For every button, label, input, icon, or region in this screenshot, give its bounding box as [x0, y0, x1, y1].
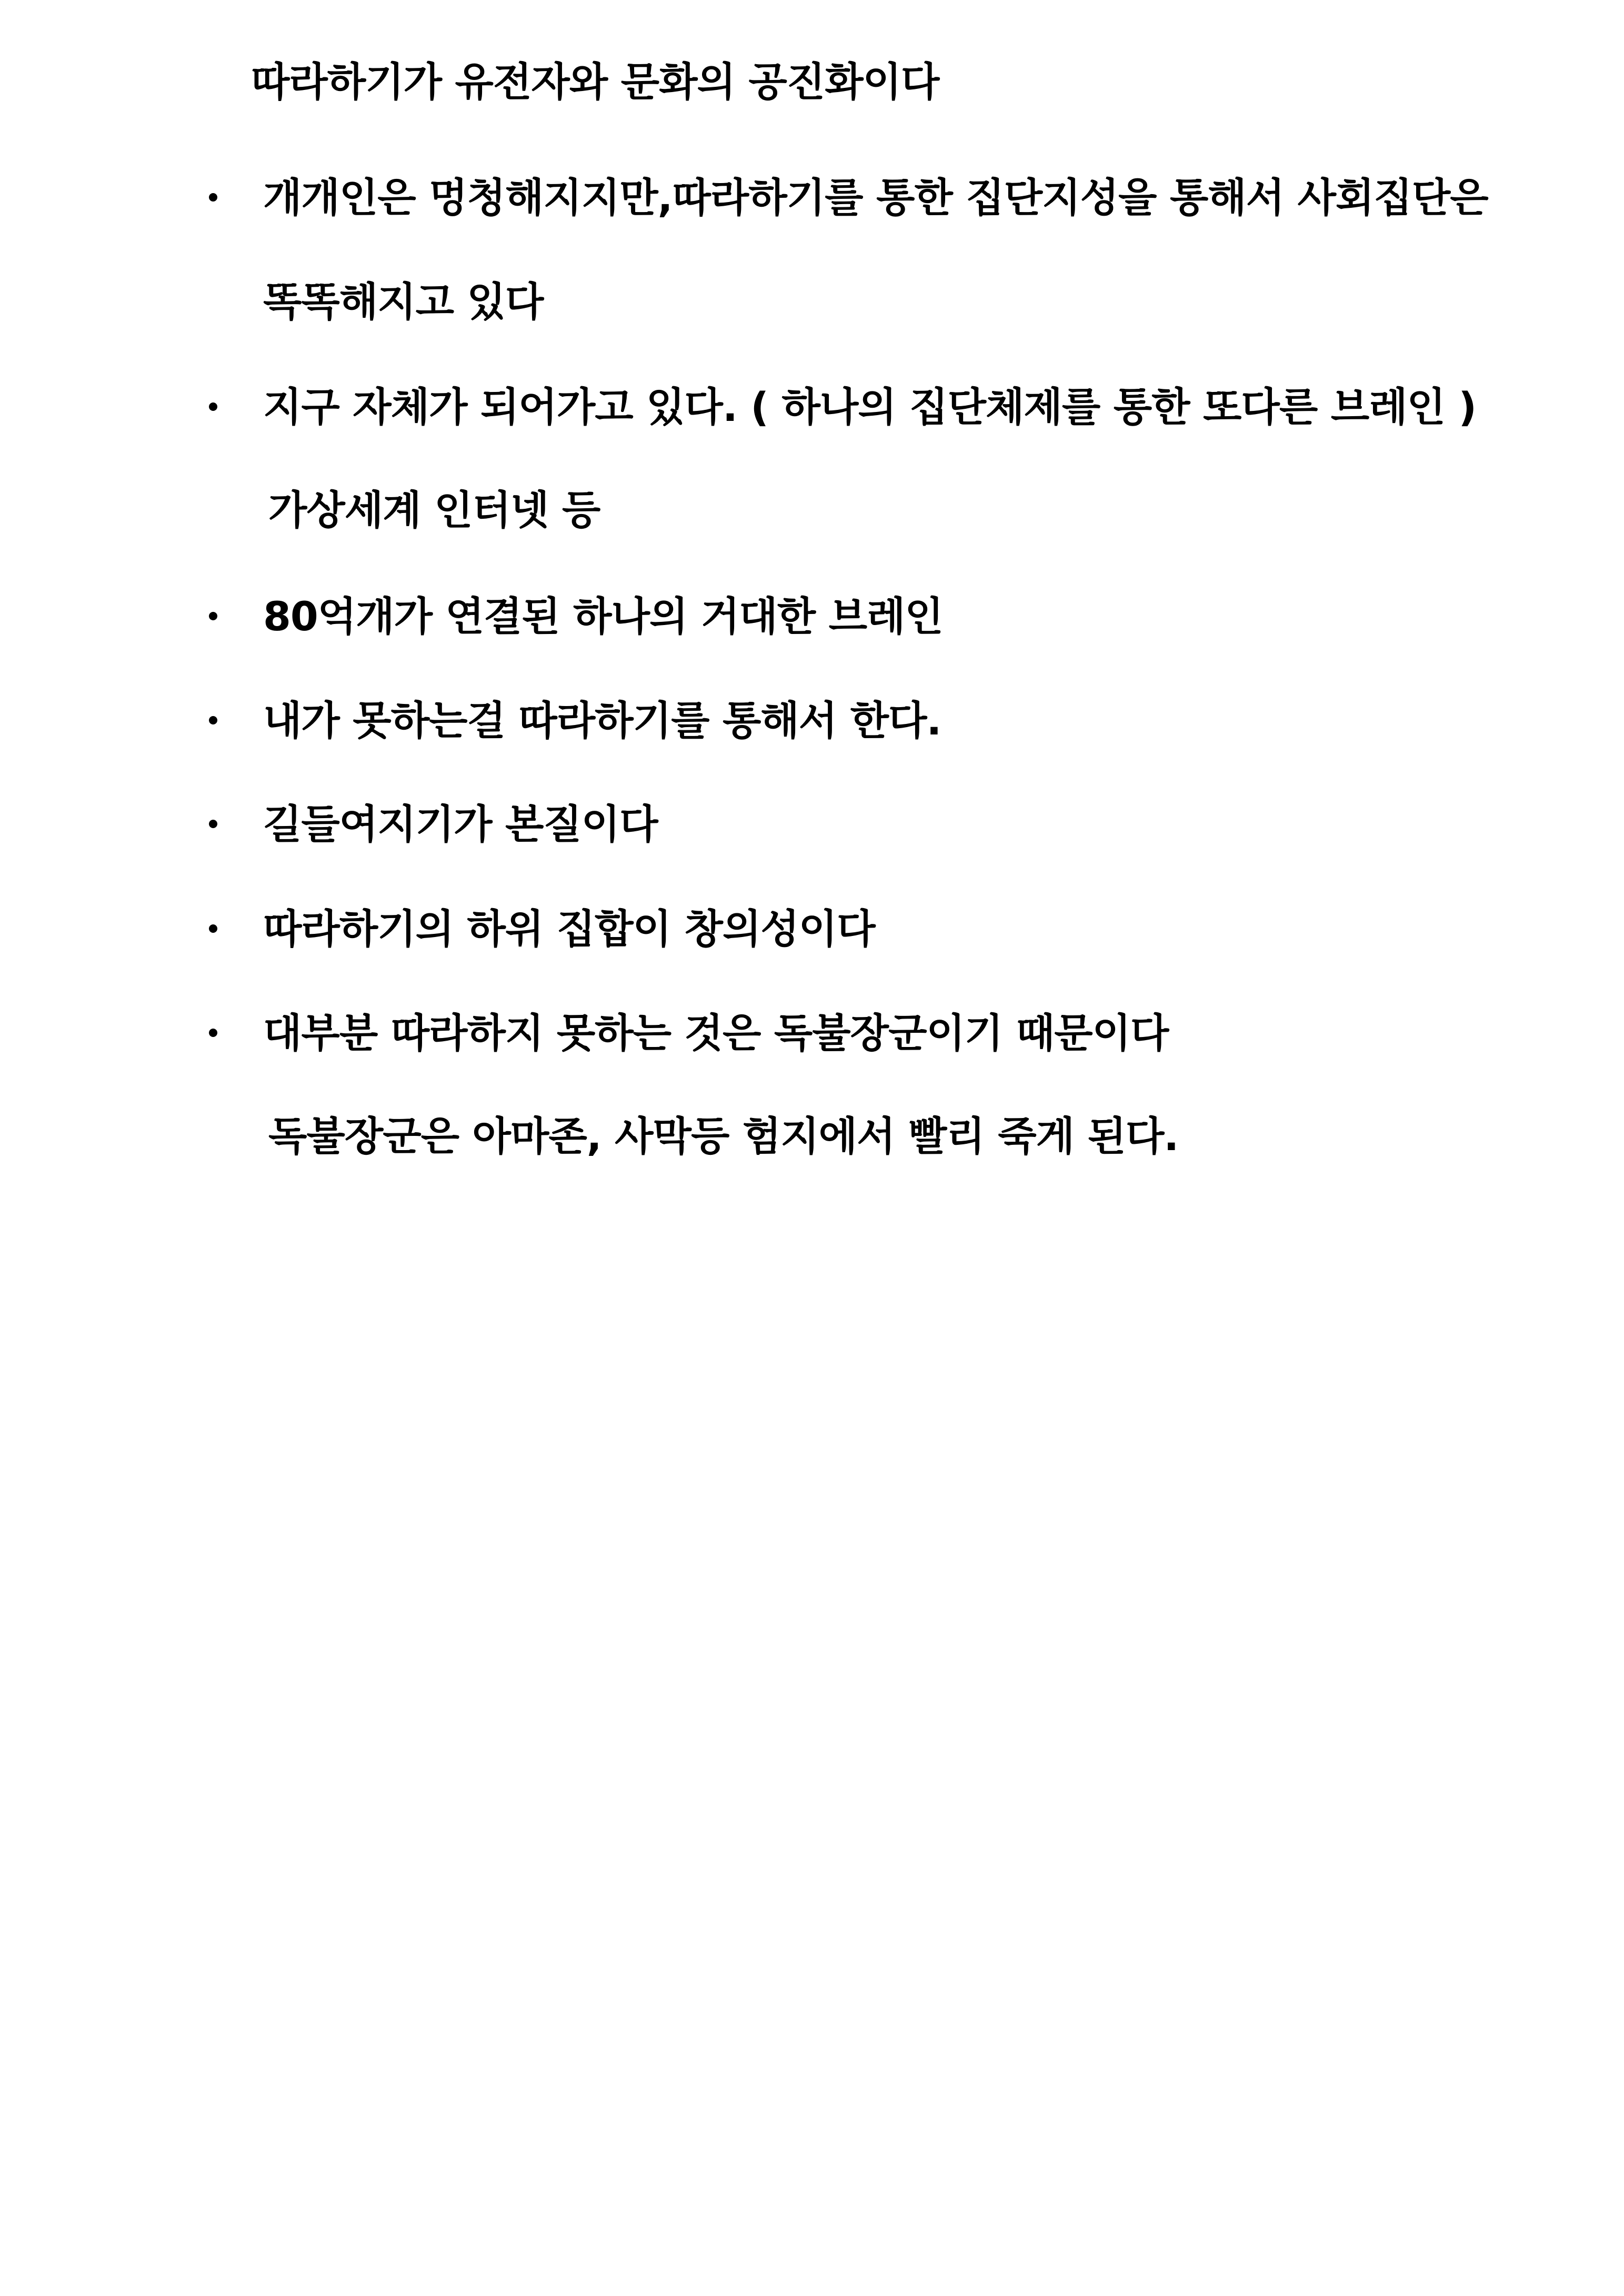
- bullet-dot: [209, 716, 217, 724]
- list-item-continuation: 똑똑해지고 있다: [263, 278, 544, 325]
- list-item-continuation: 가상세계 인터넷 등: [268, 487, 600, 533]
- bullet-dot: [209, 612, 217, 620]
- list-item-text: 길들여지기가 본질이다: [263, 801, 658, 848]
- bullet-dot: [209, 402, 217, 411]
- list-item-text: 개개인은 멍청해지지만,따라하기를 통한 집단지성을 통해서 사회집단은: [263, 174, 1488, 221]
- list-item-continuation: 독불장군은 아마존, 사막등 험지에서 빨리 죽게 된다.: [268, 1113, 1179, 1160]
- bullet-dot: [209, 1029, 217, 1037]
- list-item-text: 따라하기의 하위 집합이 창의성이다: [263, 905, 875, 952]
- list-item-text: 내가 못하는걸 따라하기를 통해서 한다.: [263, 697, 941, 744]
- bullet-dot: [209, 820, 217, 828]
- bullet-dot: [209, 924, 217, 933]
- list-item-text: 대부분 따라하지 못하는 것은 독불장군이기 때문이다: [263, 1010, 1169, 1056]
- bullet-dot: [209, 193, 217, 202]
- list-item-text: 80억개가 연결된 하나의 거대한 브레인: [263, 593, 943, 640]
- document-title: 따라하기가 유전자와 문화의 공진화이다: [251, 58, 939, 105]
- list-item-text: 지구 자체가 되어가고 있다. ( 하나의 집단체제를 통한 또다른 브레인 ): [263, 384, 1477, 430]
